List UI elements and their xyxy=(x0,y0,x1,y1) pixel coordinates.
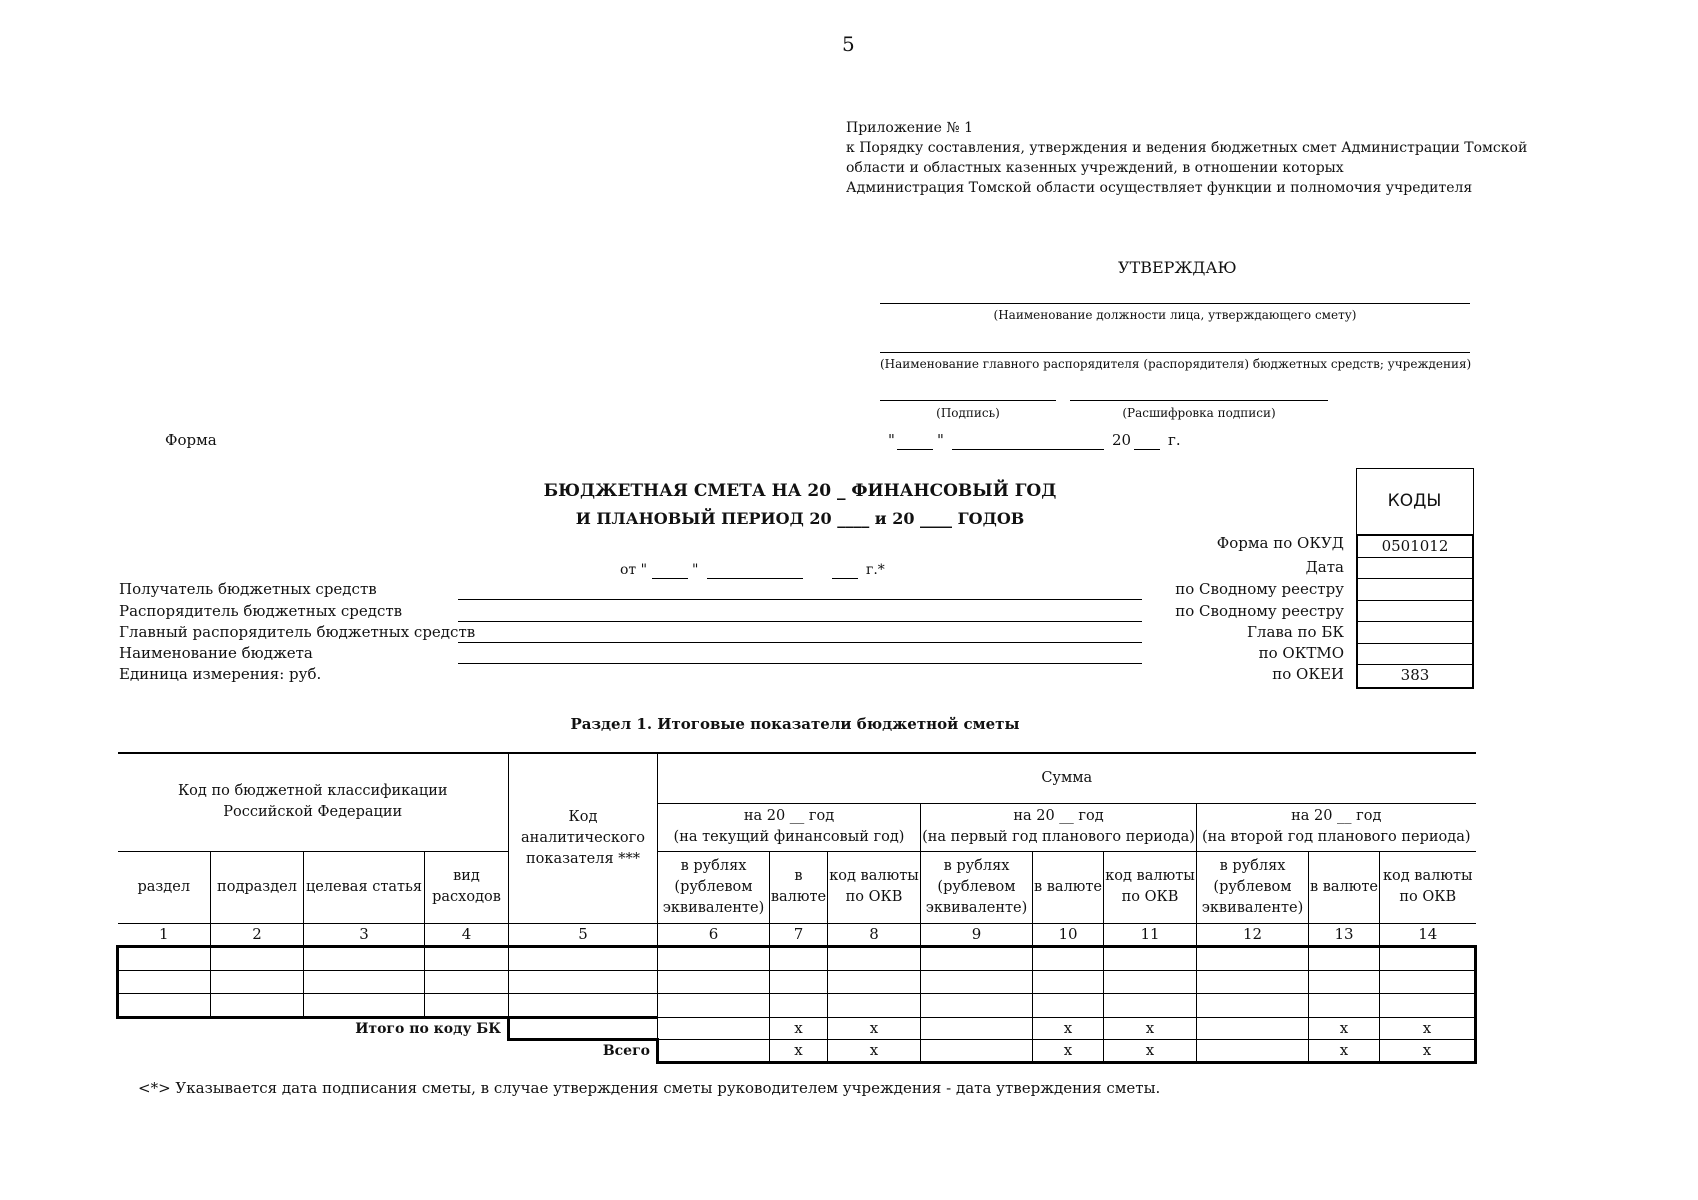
table-row xyxy=(118,993,1476,1017)
col-header-podrazdel: подраздел xyxy=(211,851,304,923)
period-header-current xyxy=(658,803,921,851)
col-header-val-current xyxy=(770,851,828,923)
table-cell[interactable] xyxy=(118,993,211,1017)
vsego-label: Всего xyxy=(602,1043,650,1060)
period-current-line-2: (на текущий финансовый год) xyxy=(673,829,905,845)
table-cell[interactable] xyxy=(770,970,828,993)
table-cell[interactable] xyxy=(1309,970,1380,993)
field-label-distributor: Распорядитель бюджетных средств xyxy=(119,602,403,620)
document-title-line-1: БЮДЖЕТНАЯ СМЕТА НА 20 _ ФИНАНСОВЫЙ ГОД xyxy=(543,481,1057,501)
period-current-line-1: на 20 __ год xyxy=(743,808,835,824)
codes-box xyxy=(1356,468,1474,692)
table-cell[interactable] xyxy=(1197,993,1309,1017)
table-row xyxy=(118,946,1476,970)
approval-title: УТВЕРЖДАЮ xyxy=(1118,258,1237,277)
table-cell[interactable] xyxy=(828,970,921,993)
col-header-rub-second-line-3: эквиваленте) xyxy=(1201,899,1304,916)
table-cell[interactable] xyxy=(509,970,658,993)
appendix-line-4: Администрация Томской области осуществляет функции и полномочия учредителя xyxy=(846,180,1473,196)
itogo-cell-rub-first[interactable] xyxy=(921,1017,1033,1040)
table-cell[interactable] xyxy=(1104,946,1197,970)
col-number-3: 3 xyxy=(304,923,425,946)
table-cell[interactable] xyxy=(1197,970,1309,993)
table-cell[interactable] xyxy=(1197,946,1309,970)
col-header-rub-current-line-2: (рублевом xyxy=(674,878,753,895)
column-numbers-row xyxy=(118,923,1476,946)
code-value-okud[interactable]: 0501012 xyxy=(1358,536,1472,558)
appendix-line-3: области и областных казенных учреждений, в отношении которых xyxy=(846,160,1344,176)
table-cell[interactable] xyxy=(921,993,1033,1017)
page-number: 5 xyxy=(842,32,855,56)
field-label-main-distributor: Главный распорядитель бюджетных средств xyxy=(119,623,476,641)
appendix-line-2: к Порядку составления, утверждения и ведения бюджетных смет Администрации Томской xyxy=(846,140,1528,156)
table-cell[interactable] xyxy=(1033,993,1104,1017)
codes-header xyxy=(1356,468,1474,534)
period-first-line-2: (на первый год планового периода) xyxy=(922,829,1195,845)
col-header-rub-first xyxy=(921,851,1033,923)
table-cell[interactable] xyxy=(1309,946,1380,970)
vsego-cell-rub-current[interactable] xyxy=(658,1040,770,1063)
itogo-analytic-cell[interactable] xyxy=(509,1017,658,1040)
organization-caption: (Наименование главного распорядителя (распорядителя) бюджетных средств; учреждения) xyxy=(880,357,1472,371)
position-line[interactable] xyxy=(880,303,1470,304)
col-header-val-current-line-2: валюте xyxy=(770,889,827,905)
table-cell[interactable] xyxy=(211,970,304,993)
col-header-okv-first xyxy=(1104,851,1197,923)
vsego-cell-rub-first[interactable] xyxy=(921,1040,1033,1063)
table-cell[interactable] xyxy=(304,946,425,970)
table-cell[interactable] xyxy=(118,946,211,970)
col-header-razdel: раздел xyxy=(118,851,211,923)
itogo-x-okv-current: x xyxy=(828,1017,921,1040)
field-line-distributor[interactable] xyxy=(458,621,1142,622)
col-number-2: 2 xyxy=(211,923,304,946)
approval-year-line[interactable] xyxy=(1134,449,1160,450)
vsego-x-okv-second: x xyxy=(1380,1040,1476,1063)
field-label-recipient: Получатель бюджетных средств xyxy=(119,580,377,598)
table-cell[interactable] xyxy=(304,970,425,993)
approval-year-suffix: г. xyxy=(1168,431,1181,449)
approval-date-quote-close: " xyxy=(937,431,944,449)
col-number-4: 4 xyxy=(425,923,509,946)
table-cell[interactable] xyxy=(509,993,658,1017)
organization-line[interactable] xyxy=(880,352,1470,353)
col-number-10: 10 xyxy=(1033,923,1104,946)
col-header-okv-second-line-2: по ОКВ xyxy=(1399,889,1457,905)
field-line-recipient[interactable] xyxy=(458,599,1142,600)
form-label: Форма xyxy=(165,431,217,449)
signature-line[interactable] xyxy=(880,400,1056,401)
sum-header: Сумма xyxy=(658,753,1476,803)
col-header-rub-second xyxy=(1197,851,1309,923)
period-header-second xyxy=(1197,803,1476,851)
table-cell[interactable] xyxy=(921,946,1033,970)
col-number-5: 5 xyxy=(509,923,658,946)
smeta-date-prefix: от " xyxy=(620,562,648,578)
col-header-vid-line-2: расходов xyxy=(432,889,501,905)
table-cell[interactable] xyxy=(425,946,509,970)
table-cell[interactable] xyxy=(1104,970,1197,993)
table-cell[interactable] xyxy=(828,993,921,1017)
codes-cells xyxy=(1356,534,1474,689)
position-caption: (Наименование должности лица, утверждающего смету) xyxy=(993,308,1357,322)
period-header-first xyxy=(921,803,1197,851)
itogo-x-val-second: x xyxy=(1309,1017,1380,1040)
table-cell[interactable] xyxy=(211,993,304,1017)
period-first-line-1: на 20 __ год xyxy=(1013,808,1104,824)
code-label-registry-1: по Сводному реестру xyxy=(1175,580,1344,598)
table-cell[interactable] xyxy=(509,946,658,970)
code-value-okei[interactable]: 383 xyxy=(1400,666,1430,684)
itogo-cell-rub-second[interactable] xyxy=(1197,1017,1309,1040)
code-label-oktmo: по ОКТМО xyxy=(1258,644,1344,662)
col-header-val-first: в валюте xyxy=(1033,851,1104,923)
col-number-6: 6 xyxy=(658,923,770,946)
table-cell[interactable] xyxy=(211,946,304,970)
code-value-oktmo[interactable] xyxy=(1358,644,1472,666)
signature-caption: (Подпись) xyxy=(936,406,1000,420)
bk-header-line-2: Российской Федерации xyxy=(223,804,403,821)
itogo-cell-rub-current[interactable] xyxy=(658,1017,770,1040)
summary-table xyxy=(116,752,1477,1064)
analytic-header xyxy=(509,753,658,923)
code-label-okud: Форма по ОКУД xyxy=(1216,534,1344,552)
document-title-line-2: И ПЛАНОВЫЙ ПЕРИОД 20 ____ и 20 ____ ГОДОВ xyxy=(575,509,1025,528)
code-value-registry-1[interactable] xyxy=(1358,579,1472,601)
table-cell[interactable] xyxy=(658,946,770,970)
itogo-x-okv-second: x xyxy=(1380,1017,1476,1040)
itogo-x-okv-first: x xyxy=(1104,1017,1197,1040)
table-cell[interactable] xyxy=(1380,946,1476,970)
field-label-budget-name: Наименование бюджета xyxy=(119,644,313,662)
decoding-caption: (Расшифровка подписи) xyxy=(1122,406,1276,420)
table-cell[interactable] xyxy=(304,993,425,1017)
approval-month-line[interactable] xyxy=(952,449,1104,450)
col-header-rub-first-line-3: эквиваленте) xyxy=(925,899,1028,916)
col-header-okv-current-line-1: код валюты xyxy=(829,868,919,884)
col-header-vid-line-1: вид xyxy=(453,868,480,884)
appendix-line-1: Приложение № 1 xyxy=(846,120,973,136)
col-number-7: 7 xyxy=(770,923,828,946)
vsego-x-okv-current: x xyxy=(828,1040,921,1063)
table-cell[interactable] xyxy=(425,970,509,993)
table-cell[interactable] xyxy=(658,993,770,1017)
field-line-main-distributor[interactable] xyxy=(458,642,1142,643)
table-cell[interactable] xyxy=(770,993,828,1017)
col-header-okv-second-line-1: код валюты xyxy=(1382,868,1473,884)
table-cell[interactable] xyxy=(1033,970,1104,993)
decoding-line[interactable] xyxy=(1070,400,1328,401)
vsego-x-val-first: x xyxy=(1033,1040,1104,1063)
itogo-label: Итого по коду БК xyxy=(355,1020,501,1037)
smeta-day-line[interactable] xyxy=(652,578,688,579)
col-header-rub-second-line-1: в рублях xyxy=(1219,857,1286,874)
table-row xyxy=(118,970,1476,993)
code-label-date: Дата xyxy=(1305,558,1344,576)
table-cell[interactable] xyxy=(118,970,211,993)
table-cell[interactable] xyxy=(1104,993,1197,1017)
smeta-month-line[interactable] xyxy=(707,578,803,579)
col-number-8: 8 xyxy=(828,923,921,946)
code-value-date[interactable] xyxy=(1358,558,1472,580)
approval-day-line[interactable] xyxy=(897,449,933,450)
field-line-budget-name[interactable] xyxy=(458,663,1142,664)
col-header-okv-current xyxy=(828,851,921,923)
col-header-rub-first-line-2: (рублевом xyxy=(937,878,1016,895)
footnote: <*> Указывается дата подписания сметы, в случае утверждения сметы руководителем учреждения - дата утверждения сметы. xyxy=(138,1079,1161,1097)
itogo-x-val-first: x xyxy=(1033,1017,1104,1040)
col-header-statya: целевая статья xyxy=(304,851,425,923)
col-header-rub-current xyxy=(658,851,770,923)
vsego-x-okv-first: x xyxy=(1104,1040,1197,1063)
vsego-cell-rub-second[interactable] xyxy=(1197,1040,1309,1063)
period-second-line-2: (на второй год планового периода) xyxy=(1201,829,1471,845)
code-label-glava-bk: Глава по БК xyxy=(1247,623,1344,641)
col-number-14: 14 xyxy=(1380,923,1476,946)
col-number-11: 11 xyxy=(1104,923,1197,946)
approval-date-quote-open: " xyxy=(888,431,895,449)
analytic-header-line-2: показателя *** xyxy=(526,850,640,867)
col-header-rub-second-line-2: (рублевом xyxy=(1213,878,1292,895)
field-label-unit: Единица измерения: руб. xyxy=(119,665,322,683)
col-header-okv-second xyxy=(1380,851,1476,923)
col-header-val-second: в валюте xyxy=(1309,851,1380,923)
table-cell[interactable] xyxy=(1033,946,1104,970)
table-cell[interactable] xyxy=(658,970,770,993)
vsego-x-val-current: x xyxy=(770,1040,828,1063)
col-header-rub-first-line-1: в рублях xyxy=(943,857,1010,874)
col-header-rub-current-line-3: эквиваленте) xyxy=(662,899,765,916)
period-second-line-1: на 20 __ год xyxy=(1291,808,1382,824)
table-cell[interactable] xyxy=(425,993,509,1017)
code-label-registry-2: по Сводному реестру xyxy=(1175,602,1344,620)
approval-year-prefix: 20 xyxy=(1112,431,1132,449)
itogo-row xyxy=(118,1017,1476,1040)
col-number-12: 12 xyxy=(1197,923,1309,946)
table-cell[interactable] xyxy=(828,946,921,970)
col-header-okv-current-line-2: по ОКВ xyxy=(845,889,903,905)
analytic-header-line-1: Код аналитического xyxy=(521,808,645,846)
col-header-okv-first-line-2: по ОКВ xyxy=(1121,889,1179,905)
itogo-x-val-current: x xyxy=(770,1017,828,1040)
smeta-date-quote: " xyxy=(692,562,699,578)
col-header-okv-first-line-1: код валюты xyxy=(1105,868,1195,884)
codes-header-label: КОДЫ xyxy=(1387,491,1442,511)
col-number-1: 1 xyxy=(118,923,211,946)
bk-header xyxy=(118,753,509,851)
bk-header-line-1: Код по бюджетной классификации xyxy=(177,783,448,800)
code-value-registry-2[interactable] xyxy=(1358,601,1472,623)
vsego-row xyxy=(118,1040,1476,1063)
vsego-x-val-second: x xyxy=(1309,1040,1380,1063)
table-cell[interactable] xyxy=(770,946,828,970)
section-title: Раздел 1. Итоговые показатели бюджетной сметы xyxy=(570,715,1020,733)
col-header-vid xyxy=(425,851,509,923)
smeta-year-line[interactable] xyxy=(832,578,858,579)
code-value-glava-bk[interactable] xyxy=(1358,622,1472,644)
table-cell[interactable] xyxy=(921,970,1033,993)
table-cell[interactable] xyxy=(1309,993,1380,1017)
col-number-9: 9 xyxy=(921,923,1033,946)
col-number-13: 13 xyxy=(1309,923,1380,946)
table-cell[interactable] xyxy=(1380,970,1476,993)
smeta-date-suffix: г.* xyxy=(866,562,885,578)
table-cell[interactable] xyxy=(1380,993,1476,1017)
col-header-rub-current-line-1: в рублях xyxy=(680,857,747,874)
col-header-val-current-line-1: в xyxy=(794,868,803,884)
code-label-okei: по ОКЕИ xyxy=(1272,665,1344,683)
